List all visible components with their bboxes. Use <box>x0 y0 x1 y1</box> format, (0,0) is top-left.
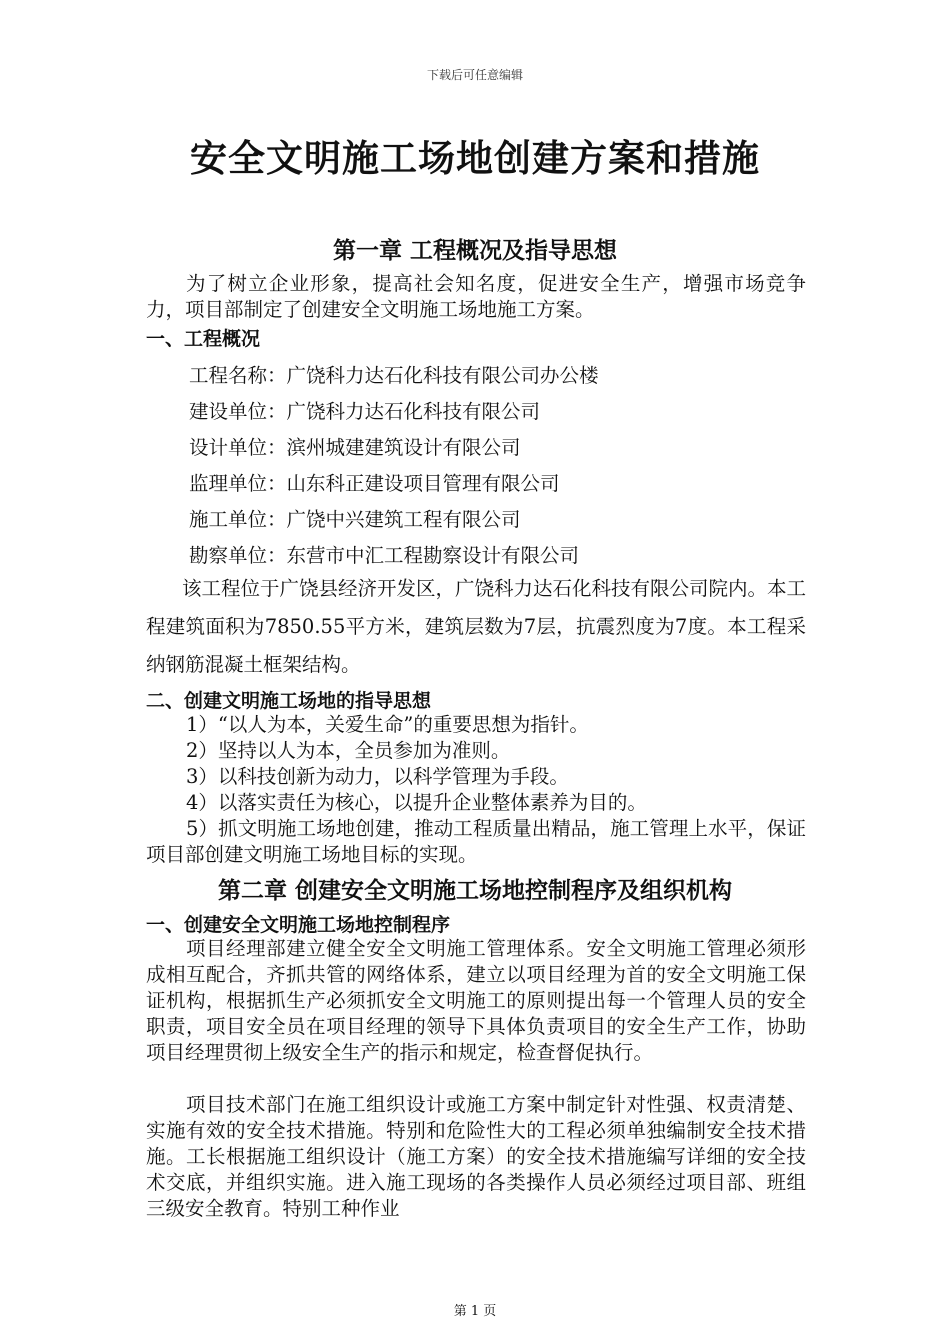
chapter-1-title: 第一章 工程概况及指导思想 <box>332 238 617 264</box>
project-description: 该工程位于广饶县经济开发区，广饶科力达石化科技有限公司院内。本工程建筑面积为7850.55平方米，建筑层数为7层，抗震烈度为7度。本工程采纳钢筋混凝土框架结构。 <box>146 577 807 676</box>
header-note: 下载后可任意编辑 <box>426 68 523 82</box>
guideline-item: 5）抓文明施工场地创建，推动工程质量出精品，施工管理上水平，保证项目部创建文明施工场地目标的实现。 <box>146 817 806 866</box>
body-paragraph: 项目经理部建立健全安全文明施工管理体系。安全文明施工管理必须形成相互配合，齐抓共管的网络体系，建立以项目经理为首的安全文明施工保证机构，根据抓生产必须抓安全文明施工的原则提出每一个管理人员的安全职责，项目安全员在项目经理的领导下具体负责项目的安全生产工作，协助项目经理贯彻上级安全生产的指示和规定，检查督促执行。 <box>146 937 806 1064</box>
project-info-item: 工程名称：广饶科力达石化科技有限公司办公楼 <box>189 364 599 387</box>
guideline-item: 1）“以人为本，关爱生命”的重要思想为指针。 <box>186 713 589 736</box>
document-title: 安全文明施工场地创建方案和措施 <box>190 137 760 180</box>
body-paragraph: 项目技术部门在施工组织设计或施工方案中制定针对性强、权责清楚、实施有效的安全技术措施。特别和危险性大的工程必须单独编制安全技术措施。工长根据施工组织设计（施工方案）的安全技术措施编写详细的安全技术交底，并组织实施。进入施工现场的各类操作人员必须经过项目部、班组三级安全教育。特别工种作业 <box>146 1093 806 1220</box>
section-1-1-title: 一、工程概况 <box>146 328 261 350</box>
section-1-2-title: 二、创建文明施工场地的指导思想 <box>146 690 432 712</box>
guideline-item: 4）以落实责任为核心，以提升企业整体素养为目的。 <box>186 791 647 814</box>
chapter-2-title: 第二章 创建安全文明施工场地控制程序及组织机构 <box>217 878 732 904</box>
project-info-item: 监理单位：山东科正建设项目管理有限公司 <box>189 472 560 495</box>
project-info-item: 设计单位：滨州城建建筑设计有限公司 <box>189 436 521 459</box>
guideline-item: 3）以科技创新为动力，以科学管理为手段。 <box>186 765 569 788</box>
project-info-item: 建设单位：广饶科力达石化科技有限公司 <box>189 400 541 423</box>
section-2-1-title: 一、创建安全文明施工场地控制程序 <box>146 914 451 936</box>
chapter-1-intro: 为了树立企业形象，提高社会知名度，促进安全生产，增强市场竞争力，项目部制定了创建安全文明施工场地施工方案。 <box>146 272 806 321</box>
guideline-item: 2）坚持以人为本，全员参加为准则。 <box>186 739 511 762</box>
page-number: 第 1 页 <box>453 1304 497 1319</box>
project-info-item: 施工单位：广饶中兴建筑工程有限公司 <box>189 508 521 531</box>
project-info-item: 勘察单位：东营市中汇工程勘察设计有限公司 <box>189 544 580 567</box>
